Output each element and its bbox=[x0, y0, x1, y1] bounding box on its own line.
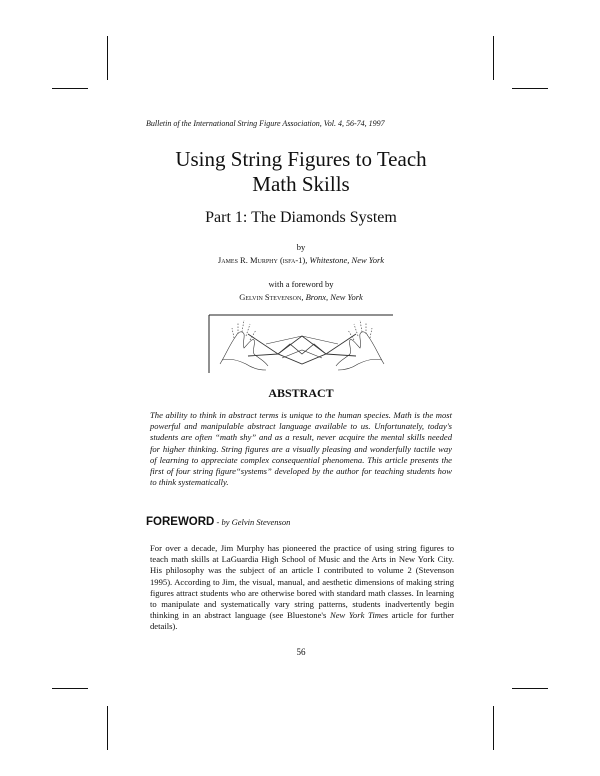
crop-mark bbox=[493, 706, 494, 750]
foreword-author-location: , Bronx, New York bbox=[301, 292, 363, 302]
figure-frame bbox=[209, 315, 393, 373]
article-title bbox=[146, 147, 456, 197]
crop-mark bbox=[52, 688, 88, 689]
foreword-author-name: Gelvin Stevenson bbox=[239, 292, 302, 302]
foreword-heading-label: FOREWORD bbox=[146, 516, 215, 528]
crop-mark bbox=[52, 88, 88, 89]
crop-mark bbox=[512, 88, 548, 89]
by-line: by bbox=[296, 242, 306, 252]
crop-mark bbox=[107, 706, 108, 750]
author-name: James R. Murphy (isfa-1) bbox=[217, 255, 306, 265]
foreword-paragraph bbox=[150, 543, 454, 633]
crop-mark bbox=[493, 36, 494, 80]
body-text-part-1: For over a decade, Jim Murphy has pioneered the practice of using string figures to teach math skills at LaGuardia High School of Music and the Arts in New York City. His philosophy was the subject of an article I contributed to volume 2 (Stevenson 1995). According to Jim, the visual, manual, and aesthetic dimensions of making string figures attract students who are otherwise bored with standard math classes. In learning to manipulate and systematically vary string patterns, students inadvertently begin thinking in an abstract language (see Bluestone's bbox=[150, 543, 454, 621]
article-subtitle: Part 1: The Diamonds System bbox=[205, 209, 397, 226]
body-text-italic: New York Times bbox=[329, 610, 389, 621]
foreword-author-line bbox=[146, 292, 456, 302]
title-line-2: Math Skills bbox=[252, 172, 350, 196]
body-text-part-2: article for further details). bbox=[150, 610, 454, 632]
abstract-heading: ABSTRACT bbox=[268, 386, 334, 400]
hands-with-string-figure-drawing bbox=[220, 320, 384, 370]
foreword-heading bbox=[146, 516, 456, 528]
journal-citation: Bulletin of the International String Figure Association, Vol. 4, 56-74, 1997 bbox=[146, 119, 385, 128]
foreword-heading-by: - by Gelvin Stevenson bbox=[214, 517, 291, 527]
title-line-1: Using String Figures to Teach bbox=[175, 147, 427, 171]
abstract-text: The ability to think in abstract terms is unique to the human species. Math is the most powerful and manipulable abstract language available to us. Unfortunately, today's students are often “math shy” and as a result, never acquire the mental skills needed for higher thinking. String figures are a visually pleasing and wonderfully tactile way of learning to appreciate complex consequential phenomena. This article presents the first of four string figure“systems” developed by the author for teaching students how to think systematically. bbox=[150, 410, 452, 488]
string-figure-illustration bbox=[208, 314, 394, 374]
author-location: , Whitestone, New York bbox=[305, 255, 385, 265]
page-number: 56 bbox=[296, 647, 306, 657]
author-line bbox=[146, 255, 456, 265]
crop-mark bbox=[107, 36, 108, 80]
crop-mark bbox=[512, 688, 548, 689]
foreword-with-line: with a foreword by bbox=[268, 279, 334, 289]
